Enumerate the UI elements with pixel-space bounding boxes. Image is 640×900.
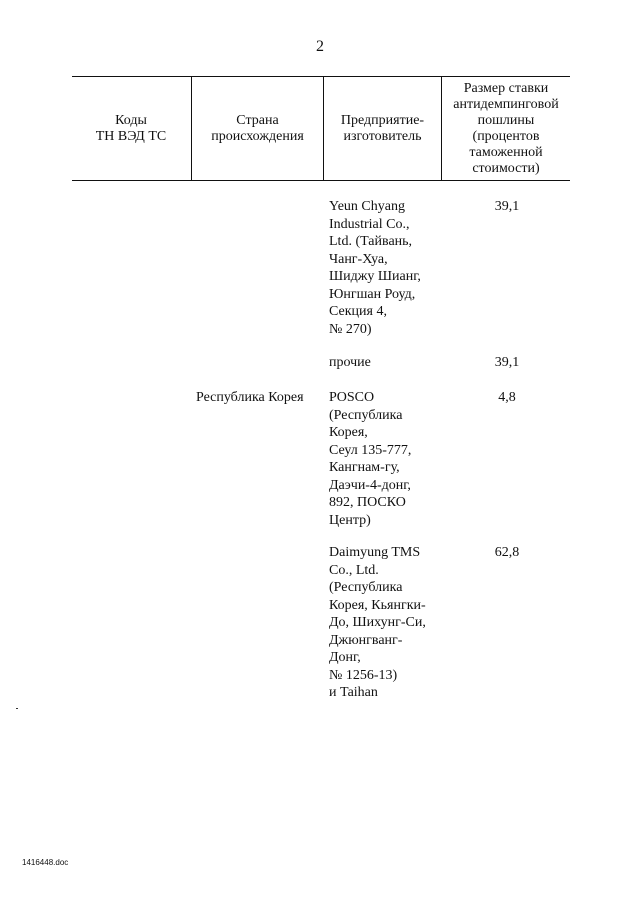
row-company: Yeun Chyang Industrial Co., Ltd. (Тайвань, Чанг-Хуа, Шиджу Шианг, Юнгшан Роуд, Секция 4, № 270) xyxy=(329,199,421,337)
row-rate: 39,1 xyxy=(494,199,520,214)
row-company: POSCO (Республика Корея, Сеул 135-777, Кангнам-гу, Даэчи-4-донг, 892, ПОСКО Центр) xyxy=(329,390,412,528)
header-duty-rate: Размер ставки антидемпинговой пошлины (процентов таможенной стоимости) xyxy=(441,77,570,180)
row-rate: 4,8 xyxy=(498,390,516,405)
page-number: 2 xyxy=(316,38,324,55)
duty-table xyxy=(72,76,570,700)
table-header-row xyxy=(72,76,570,181)
margin-mark xyxy=(16,708,18,709)
row-rate: 39,1 xyxy=(494,355,520,370)
row-company: Daimyung TMS Co., Ltd. (Республика Корея, Кьянгки- До, Шихунг-Си, Джюнгванг- Донг, № 1256-13) и Taihan xyxy=(329,545,426,700)
row-country: Республика Корея xyxy=(196,390,304,405)
header-codes: Коды ТН ВЭД ТС xyxy=(95,112,167,144)
row-company: прочие xyxy=(329,355,371,370)
header-country: Страна происхождения xyxy=(191,77,323,180)
footer-filename: 1416448.doc xyxy=(22,858,69,867)
header-manufacturer: Предприятие- изготовитель xyxy=(323,77,441,180)
row-rate: 62,8 xyxy=(494,545,520,560)
